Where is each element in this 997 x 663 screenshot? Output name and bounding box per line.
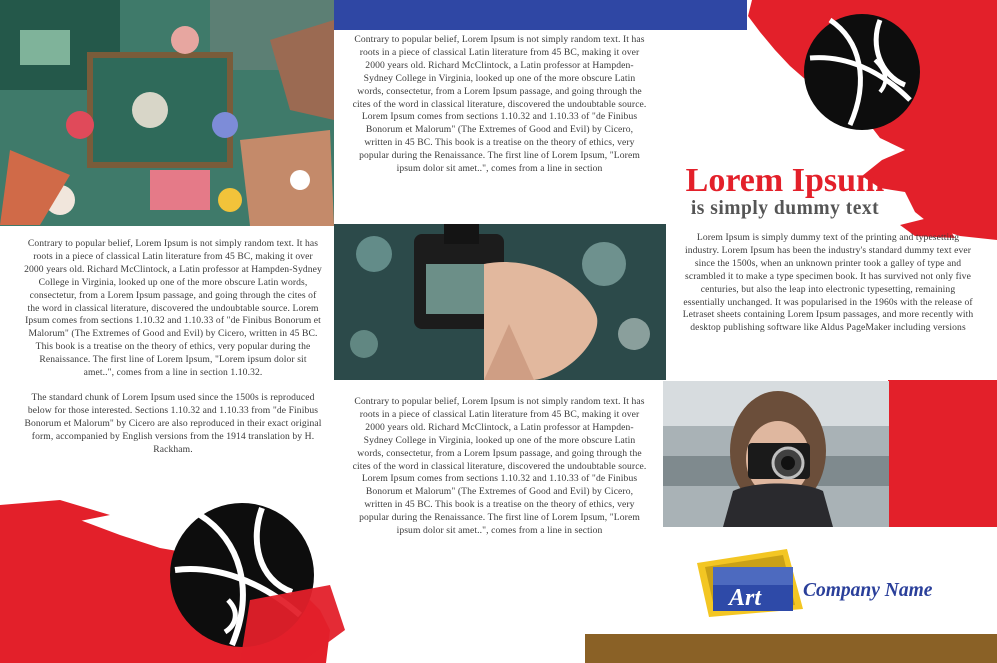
company-name: Company Name [803,580,933,601]
middle-top-column [352,34,647,176]
left-column [24,238,322,457]
crafts-photo [0,0,334,226]
intro-paragraph: Lorem Ipsum is simply dummy text of the printing and typesetting industry. Lorem Ipsum has been the industry's standard dummy text ever since the 1500s, when an unknown printer took a galley of type and scrambled it to make a type specimen book. It has survived not only five centuries, but also the leap into electronic typesetting, remaining essentially unchanged. It was popularised in the 1960s with the release of Letraset sheets containing Lorem Ipsum passages, and more recently with desktop publishing software like Aldus PageMaker including versions [682,232,974,334]
middle-top-paragraph: Contrary to popular belief, Lorem Ipsum is not simply random text. It has roots in a piece of classical Latin literature from 45 BC, making it over 2000 years old. Richard McClintock, a Latin professor at Hampden-Sydney College in Virginia, looked up one of the more obscure Latin words, consectetur, from a Lorem Ipsum passage, and going through the cites of the word in classical literature, discovered the undoubtable source. Lorem Ipsum comes from sections 1.10.32 and 1.10.33 of "de Finibus Bonorum et Malorum" (The Extremes of Good and Evil) by Cicero, written in 45 BC. This book is a treatise on the theory of ethics, very popular during the Renaissance. The first line of Lorem Ipsum, "Lorem ipsum dolor sit amet..", comes from a line in section [352,34,647,175]
volleyball-top-right [804,14,920,130]
blue-header-bar [334,0,747,30]
brown-footer-bar [585,634,997,663]
middle-bottom-column [352,396,647,538]
logo-word: Art [728,585,762,611]
subtitle: is simply dummy text [690,198,880,219]
headline: Lorem Ipsum [685,162,885,199]
red-accent-block [888,380,997,527]
left-paragraph-1: Contrary to popular belief, Lorem Ipsum is not simply random text. It has roots in a piece of classical Latin literature from 45 BC, making it over 2000 years old. Richard McClintock, a Latin professor at Hampden-Sydney College in Virginia, looked up one of the more obscure Latin words, consectetur, from a Lorem Ipsum passage, and going through the cites of the word in classical literature, discovered the undoubtable source. Lorem Ipsum comes from sections 1.10.32 and 1.10.33 of "de Finibus Bonorum et Malorum" (The Extremes of Good and Evil) by Cicero, written in 45 BC. This book is a treatise on the theory of ethics, very popular during the Renaissance. The first line of Lorem Ipsum, "Lorem ipsum dolor sit amet..", comes from a line in section 1.10.32. [24,238,322,379]
art-logo [695,545,805,620]
left-paragraph-2: The standard chunk of Lorem Ipsum used since the 1500s is reproduced below for those interested. Sections 1.10.32 and 1.10.33 from "de Finibus Bonorum et Malorum" by Cicero are also reproduced in their exact original form, accompanied by English versions from the 1914 translation by H. Rackham. [24,391,322,455]
right-column [680,232,976,335]
middle-bottom-paragraph: Contrary to popular belief, Lorem Ipsum is not simply random text. It has roots in a piece of classical Latin literature from 45 BC, making it over 2000 years old. Richard McClintock, a Latin professor at Hampden-Sydney College in Virginia, looked up one of the more obscure Latin words, consectetur, from a Lorem Ipsum passage, and going through the cites of the word in classical literature, discovered the undoubtable source. Lorem Ipsum comes from sections 1.10.32 and 1.10.33 of "de Finibus Bonorum et Malorum" (The Extremes of Good and Evil) by Cicero, written in 45 BC. This book is a treatise on the theory of ethics, very popular during the Renaissance. The first line of Lorem Ipsum, "Lorem ipsum dolor sit amet..", comes from a line in section [352,396,647,537]
camera-photo [334,224,666,380]
woman-camera-photo [663,381,889,527]
